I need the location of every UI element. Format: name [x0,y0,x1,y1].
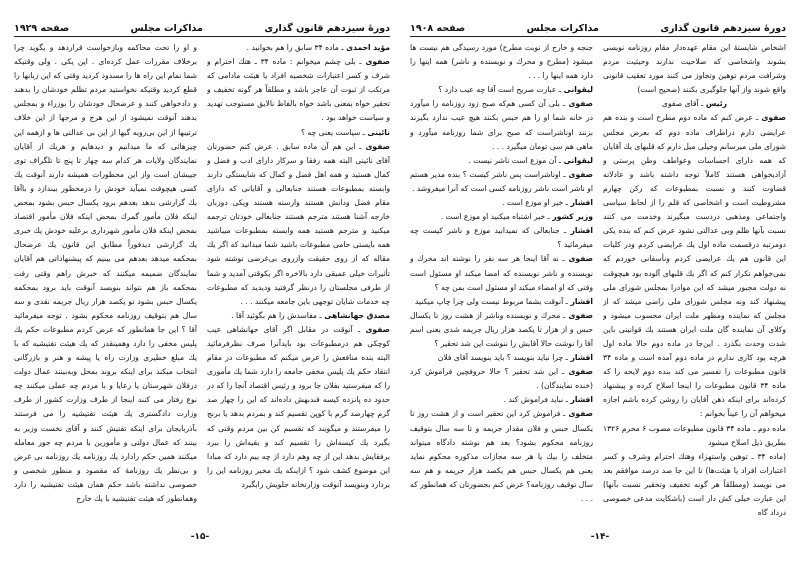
page-columns [410,41,786,536]
speaker-name: صفوی [360,324,390,334]
speech-text: ـ ماده ۳۴ سابق را هم بخوانید . [246,43,344,52]
header-title: مذاکرات مجلس [130,23,203,34]
page-header [410,22,786,37]
speech-text: ـ عرض کنم که ماده دوم مطرح است و بنده هم عرایضی دارم دراطراف ماده دوم که بعرض مجلس شورای ملی میرسانم وخیلی میل دارم که قلبهای یك آقایان که همه دارای احساسات وعواطف وطن پرستی و آزادیخواهی هستند کاملاً توجه داشته باشد و عادلانه قضاوت کنند و نسبت بمطبوعات که رکن چهارم مشروطیت است و اشخاصی که قلم را از لحاظ سیاسی واجتماعی ومذهبی دردست میگیرند وخدمت می کنند نسبت بآنها ظلم وبی عدالتی نشود عرض کنم که بنده یکی دومرتبه درقسمت ماده اول یك عرایضی کردم ودر کلیات این قانون هم یك عرایضی کردم ونأسفانی خوردم که نمی‌خواهم تکرار کنم که اگر یك قلبهای آلوده بود هیچوقت نه دولت مجبور میشد که این موادرا بمجلس شورای ملی پیشنهاد کند ونه مجلس شورای ملی راضی میشد که از مجلس که نماینده ومظهر ملت ایران محسوب میشود و وکلای آن نماینده گان ملت ایران هستند یك قوانینی باین شدت وحدت بگذرد . این‌جا در ماده دوم حالا ماده اول هرچه بود کاری ندارم در ماده دوم آمده است و ماده ۳۴ قانون مطبوعات را تفسیر می کند بنده دوم لایحه را که ماده ۳۴ قانون مطبوعات را اینجا اصلاح کرده و پیشنهاد کرده‌اند برای اینکه ذهن آقایان را روشن کرده باشم اجازه میخواهم آن را عیناً بخوانم : [603,113,786,419]
speech-paragraph [410,196,593,210]
speech-paragraph [603,450,786,520]
column-right [603,41,786,536]
speech-paragraph [207,126,390,140]
speaker-name: افشار [567,353,593,363]
speech-text: ـ اوناشراست پس ناشر کیست ؟ بنده مدیر هستم او ناشر است ناشر روزنامه کسی است که آنرا میفروشد . [410,169,593,193]
speaker-name: صفوی [361,141,390,151]
speech-paragraph [410,41,593,83]
speaker-name: رئیس [703,99,727,109]
speech-paragraph [207,41,390,55]
speech-text: ـ نه آقا اینجا هر سه نفر را نوشته اند محرك و نویسنده و ناشر نویسنده که امضا میکند او مسئول است وقتی که او امضاء میکند او مسئول است بمن چه ؟ [410,254,593,292]
speech-paragraph [410,309,593,351]
speaker-name: صفوی [565,310,593,320]
speech-paragraph [603,422,786,450]
speech-text: و او را تحت محاکمه وبازخواست قراردهد و بگوید چرا برخلاف مقررات عمل کرده‌ای . این یکی . ولی وقتیکه شما تمام این راه ها را مسدود کردید وقتی که این زبانها را قطع کردید وقتیکه نخواستید مردم تظلم خودشان را بدهند و دادخواهی کنند و عرضحال خودشان را بوزراء و بمجلس بدهند آنوقت نمیشود از این هرج و مرجها از این خلاف ترتیبها از این بی‌رویه گیها از این بی عدالتی ها و ازهمه این چیزهائی که ما میدانیم و دیدهایم و هریك از آقایان نمایندگان ولایات هر کدام سه چهار تا پنج تا تلگراف توی جیبشان است واز این محظورات همیشه دارند آنوقت یك کسی هیچوقت نمیآید خودش را درمحظور بیندازد و باآقا یك گزارشی بدهد بعدهم برود یکسال حبس بشود بمحض اینکه فلان مأمور گمرك بمحض اینکه فلان مأمور اقتصاد بمحض اینکه فلان مأمور شهرداری برعلیه خودش یك خبری یك گزارشی دیدفوراً مطابق این قانون یك عرضحال بمحکمه میدهد بعدهم می بینیم که پیشنهاداتی هم آقایان نمایندگان ضمیمه میکنند که خبرش راهم وقتی رفت بمحکمه باز هم نتواند بنویسد آنوقت باید برود بمحکمه یکسال حبس بشود تو یکصد هزار ریال جریمه نقدی و سه سال هم بتوقیف روزنامه محکوم بشود . توجه میفرمائید آقا ؟ این جا همانطور که عرض کردم مطبوعات حکم یك پلیس مخفی را دارد وهمینقدر که یك هیئت تفتیشیه که با یك مبلغ خطیری وزارت راه یا پیشه و هنر و بازرگانی انتخاب میکند برای اینکه بروند بمحل وبه‌بینند عمال دولت درفلان شهرستان یا رعایا و با مردم چه عملی میکنند چه نوع رفتار می کنند اینجا از طرف وزارت کشور از طرف وزارت دادگستری یك هیئت تفتیشیه را می فرستند بآذربایجان برای اینکه تفتیش کنند و آقای نخست وزیر به بینند که عمال دولتی و مأمورین با مردم چه جور معامله میکنند همین حکم رادارد یك روزنامه یك روزنامه بی غرض و بی‌نظر یك روزنامهٔ که مقصود و منظور شخصی و خصوصی نداشته باشد حکم همان هیئت تفتیشیه را دارد وهمانطور که هیئت تفتیشیه با یك خارج [14,43,197,503]
speaker-name: افشار [567,395,593,405]
header-title: مذاکرات مجلس [526,23,599,34]
page-footer-number: -۱۵- [190,532,210,542]
speaker-name: وزیر کشور [549,212,593,222]
speech-paragraph [410,295,593,309]
speaker-name: صفوی [361,57,390,67]
speech-text: ـ نباید فراموش کند . [503,395,568,405]
page-footer-number: -۱۴- [590,532,610,542]
speech-paragraph [207,140,390,309]
speech-paragraph [410,154,593,168]
speech-text: ـ مفاسدش را هم بگوئید آقا . [231,310,322,320]
speech-text: ـ جنابعالی که نمیدانید موزع و ناشر کیست چه میفرمائید ؟ [410,226,593,250]
speech-paragraph [207,55,390,125]
speech-paragraph [603,111,786,421]
speaker-name: صفوی [565,99,593,109]
speech-paragraph [410,83,593,97]
speech-paragraph [207,309,390,323]
speaker-name: صفوی [564,254,593,264]
speech-paragraph [410,351,593,365]
speech-paragraph [410,97,593,153]
speech-paragraph [603,97,786,111]
header-term: دورهٔ سیزدهم قانون گذاری [660,23,786,34]
header-page-number: صفحه ۱۹۲۹ [14,23,70,34]
speech-text: ـ عبارت صریح است آقا چه عیب دارد ؟ [438,85,562,95]
header-term: دورهٔ سیزدهم قانون گذاری [264,23,390,34]
speech-text: ـ بلی چشم میخوانم : ماده ۳۴ ـ هتك احترام و شرف و کسر اعتبارات شخصیه افراد یا هیئت مادامی که مرتکب از ثبوت آن عاجز باشد و مطلقاً هر گونه تخفیف و تحقیر خواه بمعنی باشد خواه بالفاظ نالایق مستوجب تهدید و سیاست خواهد بود . [207,57,390,123]
speaker-name: لیقوانی [561,155,593,165]
speech-text: ـ آقای صفوی [662,99,704,109]
speaker-name: مصدق جهانشاهی [321,310,390,320]
speech-text: ـ آنوقت بشما مربوط نیست ولی چرا چاپ میکنید [414,296,568,306]
speech-text: ـ آنوقت در مقابل اگر آقای جهانشاهی عیب کوچکی هم درمطبوعات بود بایدآنرا صرف نظرفرمائید البته بنده منافعش را عرض میکنم که مطبوعات در مقام انتقاد حکم یك پلیس مخفی جامعه را دارد شما یك مأموری را که میفرستید بفلان جا برود و رئیس اقتصاد آنجا را که در حدود ده پانزده کیسه قندبهش داده‌اند که این را چهار صد گرم چهارصد گرم با کوپن تقسیم کند و بمردم بدهد یا برنج را میفرستند و میگویند که تقسیم کن بین مردم وقتی که بگیرد یك کیسه‌اش را تقسیم کند و بقیه‌اش را ببرد برفقایش بدهد این از چه وهم دارد از چه بیم دارد که مبادا این موضوع کشف شود ؟ ازاینکه یك مخبر روزنامه این را بردارد وبنویسد آنوقت وزارتخانه جلویش رابگیرد [207,324,390,489]
speech-text: ـ خیر اشتباه میکنید او موزع است . [440,212,550,222]
speech-text: ـ آن موزع است ناشر نیست . [468,155,562,165]
speaker-name: افشار [567,198,593,208]
speech-paragraph [410,168,593,196]
header-page-number: صفحه ۱۹۰۸ [410,23,466,34]
speech-paragraph [410,224,593,252]
page-header [14,22,390,37]
speaker-name: صفوی [565,169,593,179]
speech-text: ـ خیر او موزع است . [502,198,568,208]
speech-text: اشخاص شایستهٔ این مقام عهده‌دار مقام روزنامه نویسی بشوند واشخاصی که صلاحیت ندارند وحیثیت مردم وشرافت مردم توهین وتجاوز می کنند مورد تعقیب قانونی واقع شوند واز آنها جلوگیری بکنند (صحیح است) [603,43,786,95]
speech-paragraph [14,41,197,506]
column-left [14,41,197,536]
speech-text: ـ این هم آن ماده سابق . عرض کنم حضورتان آقای نائینی البته همه رفقا و سرکار دارای ادب و فضل و کمال هستید و همه اهل فضل و کمال که شایستگی دارند وابسته بمطبوعات هستند جنابعالی و آقایانی که دارای مقام فضل ودانش هستند وارسته هستند ویکی دوزبان خارجه آشنا هستند مترجم هستند جنابعالی خودتان ترجمه میکنید و مترجم هستید همه وابسته بمطبوعات میباشید همه بایستی حامی مطبوعات باشید شما میدانید که اگر یك مقاله که از روی حقیقت وازروی بی‌غرضی نوشته شود تأثیرات خیلی عمیقی دارد بالاخره اگر یکوقتی آمدید و شما از طرفی مجلستان را درنظر گرفتید ودیدید که مطبوعات چه خدمات شایان توجهی باین جامعه میکنند . . . [207,141,390,306]
page-columns [14,41,390,536]
speaker-name: لیقوانی [561,85,593,95]
speaker-name: صفوی [758,113,786,123]
speech-paragraph [207,323,390,492]
speech-paragraph [603,41,786,97]
speech-text: ـ سیاست یعنی چه ؟ [301,127,365,137]
speech-text: ماده دوم ـ ماده ۳۴ قانون مطبوعات مصوب ۶ محرم ۱۳۲۶ بطریق ذیل اصلاح میشود [603,423,786,447]
speech-paragraph [410,407,593,506]
speech-paragraph [410,393,593,407]
speaker-name: صفوی [564,367,593,377]
column-right [207,41,390,536]
speaker-name: افشار [566,226,593,236]
speaker-name: مؤید احمدی [343,43,390,52]
speech-text: ـ این شد تحقیر ؟ حالا حروفچین فراموش کرد (خنده نمایندگان) . [410,367,593,391]
speech-text: ـ فراموش کرد این تحقیر است و از هشت روز تا یکسال حبس و فلان مقدار جریمه و تا سه سال بتوقیف روزنامه محکوم بشود؟ بعد هم نوشته دادگاه میتواند متخلف را بیك یا هر سه مجازات مذکوره محکوم نماید یعنی هم یکسال حبس هم یکصد هزار جریمه و هم سه سال توقیف روزنامه؟ عرض کنم بحضورتان که همانطور که . . . [410,409,593,503]
speech-paragraph [410,210,593,224]
column-left [410,41,593,536]
speech-text: ـ محرك و نویسنده وناشر از هشت روز تا یکسال حبس و از هزار تا یکصد هزار ریال جریمه شدی یعنی اسم آقا را نوشت حالا آقایش را ننوشت این شد تحقیر ؟ [410,310,593,348]
speech-text: جنجه و خارج از نوبت مطرح) مورد رسیدگی هم نیست ها میشود (مطرح و محرك و نویسنده و ناشر) همه اینها را دارد همه اینها را . . . [410,43,593,81]
speech-text: ـ چرا نباید بنویسد ؟ باید بنویسد آقای فلان [437,353,568,363]
speech-paragraph [410,365,593,393]
page-1908 [400,0,800,562]
speaker-name: صفوی [565,409,593,419]
speaker-name: نائینی [364,127,390,137]
speaker-name: افشار [567,296,593,306]
speech-text: ـ بلی آن کسی هم‌که صبح زود روزنامه را میآورد در خانه شما او را هم حبس بکنند هیچ عیب ندارد بگیرند بزنند اوناشراست که صبح برای شما روزنامه میآورد و ماهی هم سی تومان میگیرد . . . [410,99,593,151]
speech-text: (ماده ۳۴ ـ توهین واستهزاء وهتك احترام وشرف و کسر اعتبارات افراد یا هیئت‌ها) تا این جا صد درصد موافقم بعد می نویسد (ومطلقاً هر گونه تخفیف وتحقیر نسبت بآنها) این عبارت خیلی کش دار است (باشکایت مدعی خصوصی درداد گاه [603,451,786,518]
speech-paragraph [410,252,593,294]
